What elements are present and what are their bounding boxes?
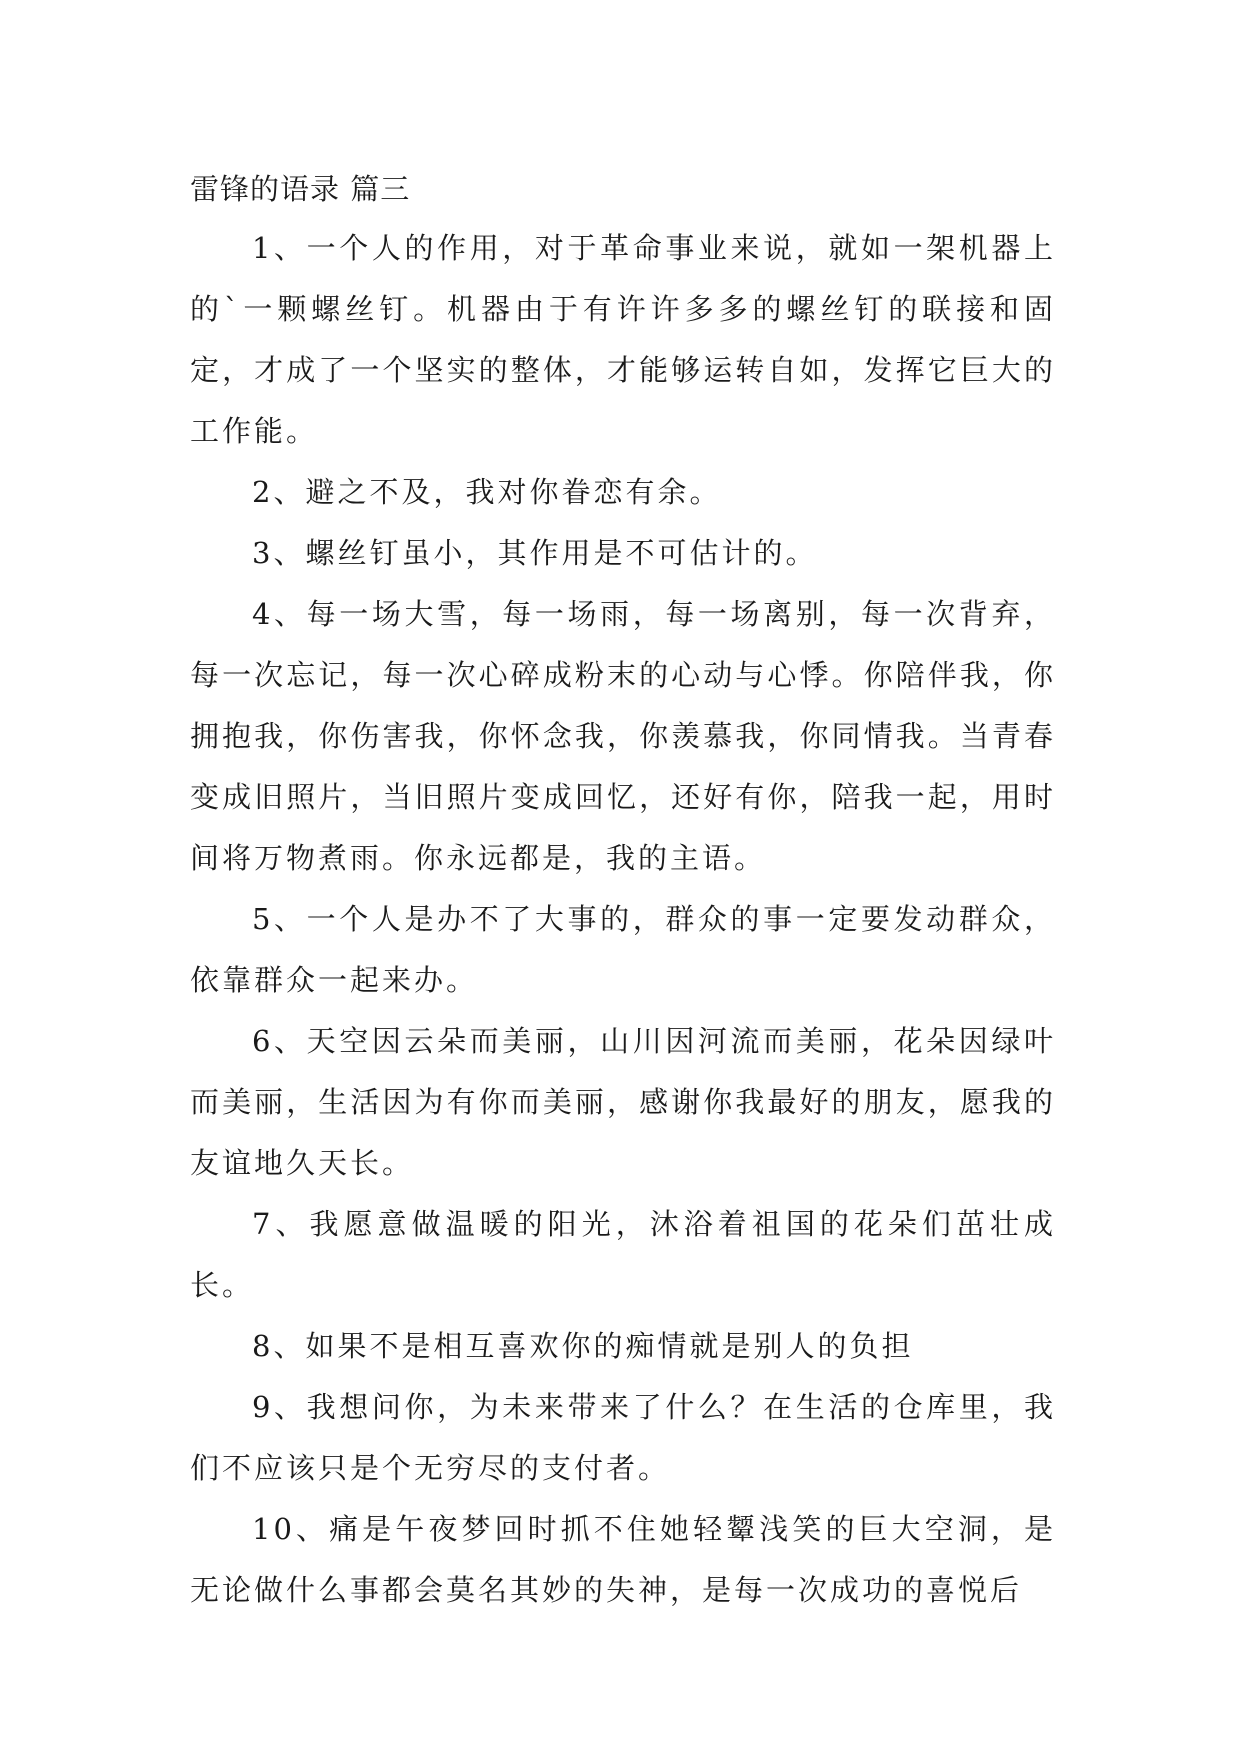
quote-paragraph-4: 4、每一场大雪，每一场雨，每一场离别，每一次背弃，每一次忘记，每一次心碎成粉末的心动与心悸。你陪伴我，你拥抱我，你伤害我，你怀念我，你羡慕我，你同情我。当青春变成旧照片，当旧照片变成回忆，还好有你，陪我一起，用时间将万物煮雨。你永远都是，我的主语。 xyxy=(190,597,1056,875)
quote-paragraph-1: 1、一个人的作用，对于革命事业来说，就如一架机器上的`一颗螺丝钉。机器由于有许许多多的螺丝钉的联接和固定，才成了一个坚实的整体，才能够运转自如，发挥它巨大的工作能。 xyxy=(190,231,1056,448)
quote-paragraph-9: 9、我想问你，为未来带来了什么？在生活的仓库里，我们不应该只是个无穷尽的支付者。 xyxy=(190,1390,1056,1485)
quote-paragraph-6: 6、天空因云朵而美丽，山川因河流而美丽，花朵因绿叶而美丽，生活因为有你而美丽，感谢你我最好的朋友，愿我的友谊地久天长。 xyxy=(190,1024,1056,1180)
document-body xyxy=(190,160,1056,1621)
document-title: 雷锋的语录 篇三 xyxy=(190,172,411,206)
quote-paragraph-2: 2、避之不及，我对你眷恋有余。 xyxy=(252,475,722,509)
quote-paragraph-7: 7、我愿意做温暖的阳光，沐浴着祖国的花朵们茁壮成长。 xyxy=(190,1207,1056,1302)
quote-paragraph-8: 8、如果不是相互喜欢你的痴情就是别人的负担 xyxy=(252,1329,914,1363)
quote-paragraph-3: 3、螺丝钉虽小，其作用是不可估计的。 xyxy=(252,536,818,570)
quote-paragraph-5: 5、一个人是办不了大事的，群众的事一定要发动群众，依靠群众一起来办。 xyxy=(190,902,1056,997)
quote-paragraph-10: 10、痛是午夜梦回时抓不住她轻颦浅笑的巨大空洞，是无论做什么事都会莫名其妙的失神，是每一次成功的喜悦后 xyxy=(190,1512,1056,1607)
